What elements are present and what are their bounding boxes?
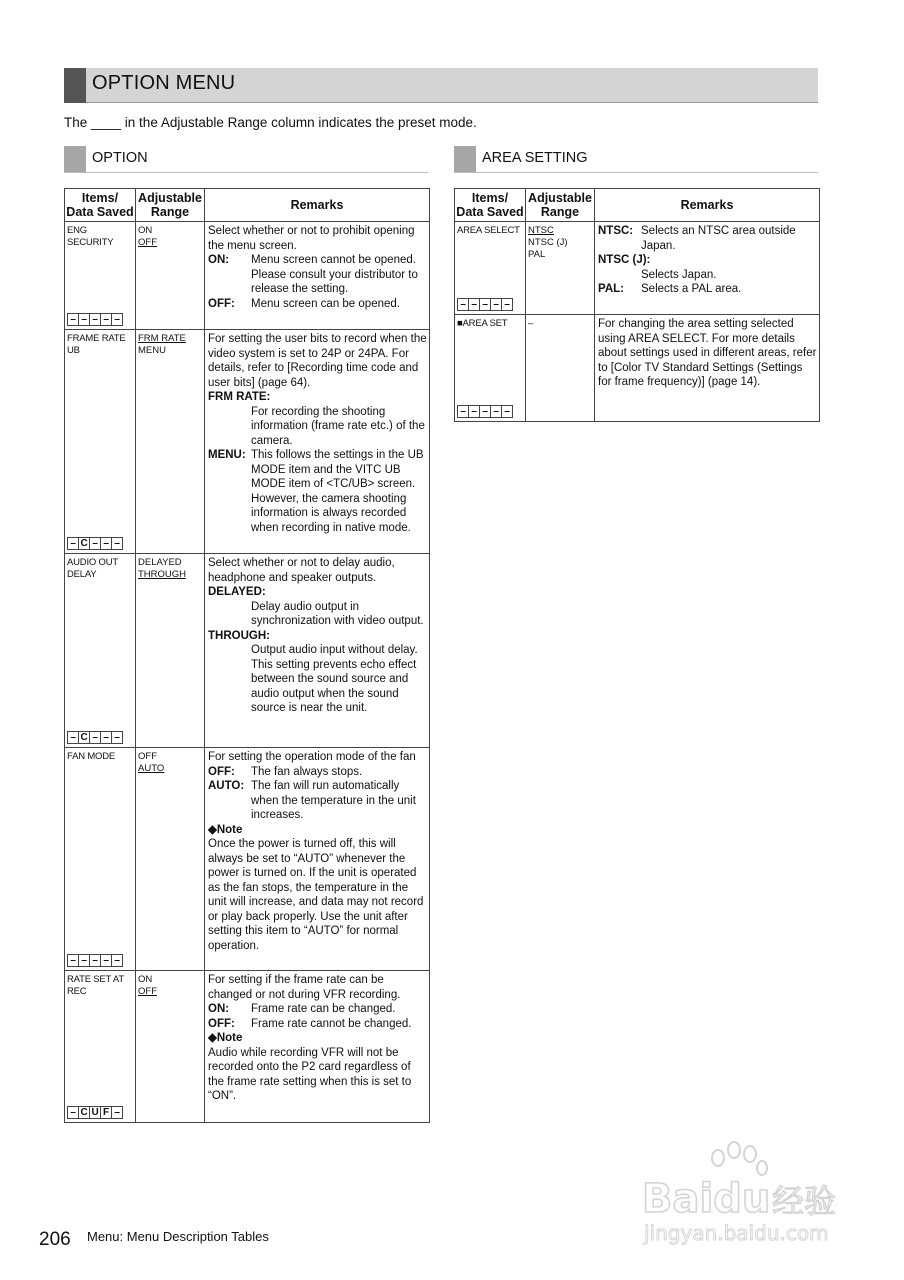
range-cell xyxy=(526,222,595,315)
area-heading-accent xyxy=(454,146,476,172)
item-cell xyxy=(65,330,136,554)
remarks-entry: ON: Menu screen cannot be opened. Please consult your distributor to release the setting. xyxy=(208,254,418,295)
remarks-value: Output audio input without delay. This setting prevents echo effect between the sound source and audio output when the sound source is near the unit. xyxy=(251,644,418,714)
table-row xyxy=(65,554,430,748)
header-range: Adjustable Range xyxy=(526,189,595,222)
item-cell xyxy=(65,222,136,330)
data-saved-flags: – C – – – xyxy=(67,731,122,744)
header-remarks: Remarks xyxy=(205,189,430,222)
header-items: Items/ Data Saved xyxy=(65,189,136,222)
range-option-preset: THROUGH xyxy=(138,569,187,580)
range-option: PAL xyxy=(528,249,546,260)
range-cell xyxy=(136,971,205,1123)
table-row xyxy=(65,330,430,554)
remarks-key: NTSC (J): xyxy=(598,254,651,266)
remarks-intro: For setting the operation mode of the fan xyxy=(208,751,416,763)
page-title: OPTION MENU xyxy=(92,72,236,94)
remarks-key: FRM RATE: xyxy=(208,391,271,403)
remarks-intro: For setting the user bits to record when the video system is set to 24P or 24PA. For details, refer to [Recording time code and user bits] (page 64). xyxy=(208,333,427,389)
range-option: MENU xyxy=(138,345,166,356)
remarks-entry: OFF: Menu screen can be opened. xyxy=(208,297,400,310)
remarks-cell xyxy=(205,554,430,748)
data-saved-flags: – – – – – xyxy=(67,313,122,326)
area-header-row xyxy=(455,189,820,222)
item-cell xyxy=(65,748,136,971)
data-saved-flags: – C U F – xyxy=(67,1106,122,1119)
note-text: Once the power is turned off, this will always be set to “AUTO” whenever the power is turned on. If the unit is operated as the fan stops, the temperature in the unit will increase, and data may not record or play back properly. Use the unit after setting this item to “AUTO” for normal operation. xyxy=(208,838,424,952)
table-row xyxy=(455,315,820,422)
item-name: ■AREA SET xyxy=(457,318,508,329)
data-saved-flags: – – – – – xyxy=(67,954,122,967)
option-heading-accent xyxy=(64,146,86,172)
range-option: ON xyxy=(138,225,153,236)
remarks-cell xyxy=(205,971,430,1123)
header-range: Adjustable Range xyxy=(136,189,205,222)
note-label: ◆Note xyxy=(208,823,243,836)
range-option: OFF xyxy=(138,751,157,762)
baidu-watermark xyxy=(640,1140,870,1250)
range-cell xyxy=(136,222,205,330)
watermark-cn: 经验 xyxy=(772,1182,837,1220)
range-cell xyxy=(526,315,595,422)
remarks-cell xyxy=(205,748,430,971)
remarks-value: For recording the shooting information (frame rate etc.) of the camera. xyxy=(251,405,425,447)
note-text: Audio while recording VFR will not be recorded onto the P2 card regardless of the frame rate setting when this is set to “ON”. xyxy=(208,1046,412,1102)
range-option-preset: FRM RATE xyxy=(138,333,186,344)
item-cell xyxy=(65,971,136,1123)
item-name: AUDIO OUT DELAY xyxy=(67,557,118,580)
range-cell xyxy=(136,330,205,554)
data-saved-flags: – – – – – xyxy=(457,405,512,418)
title-bar xyxy=(64,68,818,103)
option-heading-text: OPTION xyxy=(92,150,148,166)
range-option-preset: OFF xyxy=(138,237,157,248)
range-option: – xyxy=(528,318,534,329)
remarks-cell xyxy=(205,330,430,554)
range-option-preset: AUTO xyxy=(138,763,165,774)
option-table xyxy=(64,188,430,1123)
remarks-cell xyxy=(595,315,820,422)
data-saved-flags: – C – – – xyxy=(67,537,122,550)
header-remarks: Remarks xyxy=(595,189,820,222)
item-name: AREA SELECT xyxy=(457,225,520,236)
item-cell xyxy=(65,554,136,748)
range-cell xyxy=(136,554,205,748)
remarks-entry: OFF: Frame rate cannot be changed. xyxy=(208,1017,412,1030)
item-name: FAN MODE xyxy=(67,751,116,762)
remarks-key: DELAYED: xyxy=(208,586,266,598)
page-number: 206 xyxy=(39,1229,71,1250)
table-row xyxy=(65,748,430,971)
remarks-cell xyxy=(595,222,820,315)
area-heading xyxy=(454,146,818,173)
remarks-intro: Select whether or not to prohibit opening the menu screen. xyxy=(208,225,415,252)
title-accent xyxy=(64,68,86,103)
header-items: Items/ Data Saved xyxy=(455,189,526,222)
remarks-entry: OFF: The fan always stops. xyxy=(208,765,363,778)
watermark-brand: Baidu xyxy=(642,1176,771,1222)
remarks-value: Selects Japan. xyxy=(641,268,717,281)
table-row xyxy=(455,222,820,315)
remarks-entry: MENU: This follows the settings in the UB MODE item and the VITC UB MODE item of <TC/UB> screen. However, the camera shooting information is always recorded when recording in native mode. xyxy=(208,449,424,534)
range-option: DELAYED xyxy=(138,557,182,568)
remarks-entry: PAL: Selects a PAL area. xyxy=(598,283,742,295)
range-cell xyxy=(136,748,205,971)
area-table xyxy=(454,188,820,422)
option-heading xyxy=(64,146,428,173)
range-option: ON xyxy=(138,974,153,985)
area-heading-text: AREA SETTING xyxy=(482,150,588,166)
item-cell xyxy=(455,222,526,315)
watermark-url: jingyan.baidu.com xyxy=(644,1221,829,1245)
item-cell xyxy=(455,315,526,422)
remarks-entry: ON: Frame rate can be changed. xyxy=(208,1003,396,1015)
item-name: ENG SECURITY xyxy=(67,225,114,248)
remarks-entry: NTSC: Selects an NTSC area outside Japan. xyxy=(598,225,796,252)
remarks-intro: For changing the area setting selected using AREA SELECT. For more details about settings used in different areas, refer to [Color TV Standard Settings (Settings for frame frequency)] (page 14). xyxy=(598,318,817,388)
table-row xyxy=(65,971,430,1123)
table-row xyxy=(65,222,430,330)
remarks-intro: Select whether or not to delay audio, headphone and speaker outputs. xyxy=(208,557,395,584)
remarks-value: Delay audio output in synchronization with video output. xyxy=(251,600,424,627)
note-label: ◆Note xyxy=(208,1032,243,1044)
range-option: NTSC (J) xyxy=(528,237,568,248)
data-saved-flags: – – – – – xyxy=(457,298,512,311)
intro-text: The ____ in the Adjustable Range column indicates the preset mode. xyxy=(64,115,477,130)
footer-text: Menu: Menu Description Tables xyxy=(87,1229,269,1244)
item-name: FRAME RATE UB xyxy=(67,333,126,356)
remarks-cell xyxy=(205,222,430,330)
remarks-entry: AUTO: The fan will run automatically when the temperature in the unit increases. xyxy=(208,780,416,821)
item-name: RATE SET AT REC xyxy=(67,974,124,997)
option-header-row xyxy=(65,189,430,222)
remarks-key: THROUGH: xyxy=(208,629,270,642)
range-option-preset: NTSC xyxy=(528,225,554,236)
remarks-intro: For setting if the frame rate can be changed or not during VFR recording. xyxy=(208,974,401,1001)
range-option-preset: OFF xyxy=(138,986,157,997)
